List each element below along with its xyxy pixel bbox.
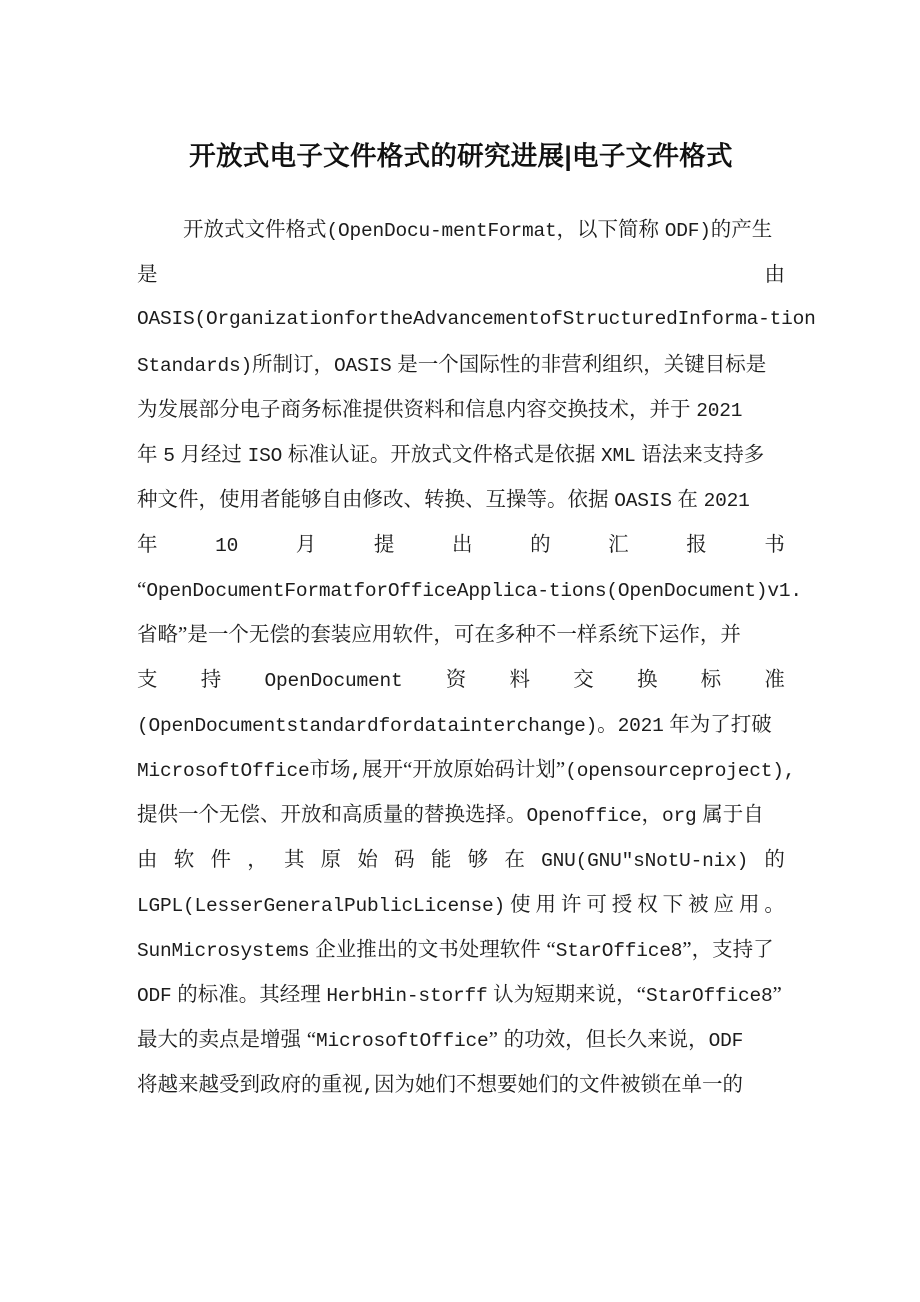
text-run: MicrosoftOffice	[316, 1030, 489, 1052]
paragraph-line	[137, 612, 785, 657]
text-run: 10	[215, 535, 239, 557]
paragraph-line	[137, 432, 785, 477]
paragraph-line	[137, 747, 796, 792]
paragraph-line	[137, 1017, 785, 1062]
paragraph-line	[137, 567, 802, 612]
text-run: GNU(GNU″sNotU-nix)	[541, 850, 749, 872]
text-run: ODF	[137, 985, 172, 1007]
text-run: 标准认证。开放式文件格式是依据	[282, 443, 602, 466]
text-run: 的	[530, 533, 551, 556]
text-run: 码	[394, 848, 415, 871]
text-run: 开放原始码计划	[412, 758, 556, 781]
paragraph-line	[137, 702, 785, 747]
paragraph-line	[137, 387, 785, 432]
text-run: 为发展部分电子商务标准提供资料和信息内容交换技术，并于	[137, 398, 697, 421]
text-run: 2021	[696, 400, 743, 422]
text-run: 交	[573, 668, 594, 691]
paragraph-line	[137, 297, 816, 342]
text-run: “	[636, 982, 646, 1006]
text-run: 所制订，	[252, 353, 335, 376]
text-run: 准	[764, 668, 785, 691]
paragraph-line	[137, 477, 785, 522]
text-run: 是一个无偿的套装应用软件，可在多种不一样系统下运作，并	[187, 623, 741, 646]
text-run: ,	[362, 1075, 375, 1097]
text-run: ”	[178, 622, 188, 646]
text-run: 年	[137, 533, 158, 556]
paragraph-line	[137, 342, 785, 387]
text-run: 展开	[362, 758, 404, 781]
text-run: 年	[137, 443, 164, 466]
article-body	[137, 207, 816, 1107]
text-run: 市场	[309, 758, 351, 781]
text-run: 可	[586, 893, 607, 916]
text-run: 由	[137, 848, 158, 871]
text-run: 件	[210, 848, 231, 871]
text-run: Standards)	[137, 355, 253, 377]
text-run: 用	[738, 893, 760, 916]
text-run: HerbHin-storff	[326, 985, 488, 1007]
text-run: 开放式文件格式	[183, 218, 327, 241]
text-run: 将越来越受到政府的重视	[137, 1073, 363, 1096]
text-run: ODF)	[664, 220, 711, 242]
text-run: ”	[772, 982, 782, 1006]
text-run: “	[137, 577, 147, 601]
text-run: org	[662, 805, 697, 827]
text-run: 始	[357, 848, 378, 871]
text-run: 许	[560, 893, 582, 916]
text-run: ,	[350, 760, 363, 782]
text-run: 。	[597, 713, 618, 736]
text-run: 语法来支持多	[635, 443, 765, 466]
text-run: 换	[636, 668, 658, 691]
text-run: ，	[641, 803, 663, 826]
text-run: XML	[601, 445, 636, 467]
paragraph-line	[137, 927, 785, 972]
text-run: 2021	[617, 715, 664, 737]
text-run: 月	[295, 533, 317, 556]
text-run: 资	[445, 668, 467, 691]
text-run: 属于自	[696, 803, 764, 826]
text-run: 是	[137, 263, 158, 286]
text-run: OASIS	[614, 490, 672, 512]
text-run: 用	[535, 893, 556, 916]
text-run: 软	[173, 848, 195, 871]
text-run: 出	[451, 533, 473, 556]
paragraph-line	[137, 882, 785, 927]
text-run: 使	[510, 893, 531, 916]
text-run: 持	[200, 668, 222, 691]
text-run: 授	[611, 893, 633, 916]
text-run: ”	[682, 937, 692, 961]
text-run: 料	[509, 668, 530, 691]
text-run: 在	[671, 488, 704, 511]
text-run: ISO	[247, 445, 283, 467]
text-run: 2021	[703, 490, 750, 512]
text-run: 月经过	[174, 443, 248, 466]
paragraph-line	[137, 1062, 785, 1107]
text-run: 能	[430, 848, 452, 871]
paragraph-line	[137, 837, 785, 882]
paragraph-line	[137, 252, 785, 297]
text-run: 企业推出的文书处理软件	[309, 938, 547, 961]
text-run: ”	[488, 1027, 498, 1051]
text-run: LGPL(LesserGeneralPublicLicense)	[137, 895, 506, 917]
text-run: 原	[320, 848, 342, 871]
text-run: ，	[247, 848, 268, 871]
text-run: OpenDocumentFormatforOfficeApplica-tions(OpenDocument)v1.	[146, 580, 802, 602]
text-run: 应	[713, 893, 734, 916]
text-run: “	[546, 937, 556, 961]
text-run: 在	[504, 848, 525, 871]
text-run: (OpenDocu-mentFormat	[326, 220, 557, 242]
text-run: “	[403, 757, 413, 781]
text-run: ODF	[708, 1030, 744, 1052]
text-run: “	[306, 1027, 317, 1051]
text-run: (opensourceproject),	[565, 760, 796, 782]
text-run: ”	[555, 757, 566, 781]
text-run: 因为她们不想要她们的文件被锁在单一的	[374, 1073, 744, 1096]
text-run: 权	[637, 893, 658, 916]
text-run: OASIS	[334, 355, 392, 377]
text-run: 最大的卖点是增强	[137, 1028, 307, 1051]
text-run: 的	[764, 848, 785, 871]
text-run: 的标准。其经理	[171, 983, 327, 1006]
text-run: 。	[764, 893, 785, 916]
text-run: OpenDocument	[264, 670, 403, 692]
page-title: 开放式电子文件格式的研究进展|电子文件格式	[189, 140, 733, 171]
text-run: 书	[764, 533, 785, 556]
text-run: ，支持了	[691, 938, 774, 961]
text-run: 提供一个无偿、开放和高质量的替换选择。	[137, 803, 527, 826]
text-run: (OpenDocumentstandardfordatainterchange)	[137, 715, 598, 737]
text-run: ，以下简称	[556, 218, 665, 241]
paragraph-line	[137, 207, 785, 252]
text-run: Openoffice	[526, 805, 642, 827]
paragraph-line	[137, 522, 785, 567]
text-run: 被	[688, 893, 709, 916]
text-run: 省略	[137, 623, 178, 646]
text-run: 认为短期来说，	[487, 983, 637, 1006]
text-run: 其	[283, 848, 305, 871]
text-run: 是一个国际性的非营利组织，关键目标是	[391, 353, 767, 376]
text-run: StarOffice8	[645, 985, 773, 1007]
paragraph-line	[137, 657, 785, 702]
text-run: 够	[467, 848, 489, 871]
paragraph-line	[137, 972, 785, 1017]
text-run: 的产生	[710, 218, 773, 241]
text-run: OASIS(OrganizationfortheAdvancementofStructuredInforma-tion	[137, 308, 816, 330]
text-run: MicrosoftOffice	[137, 760, 310, 782]
text-run: 标	[700, 668, 722, 691]
text-run: 提	[373, 533, 395, 556]
text-run: 年为了打破	[663, 713, 772, 736]
text-run: 汇	[608, 533, 629, 556]
text-run: 报	[686, 533, 707, 556]
text-run: StarOffice8	[555, 940, 683, 962]
text-run: 5	[163, 445, 175, 467]
text-run: 下	[662, 893, 684, 916]
text-run: 由	[764, 263, 785, 286]
text-run: 支	[137, 668, 158, 691]
text-run: 的功效，但长久来说，	[497, 1028, 709, 1051]
text-run: 种文件，使用者能够自由修改、转换、互操等。依据	[137, 488, 615, 511]
text-run: SunMicrosystems	[137, 940, 310, 962]
paragraph-line	[137, 792, 785, 837]
